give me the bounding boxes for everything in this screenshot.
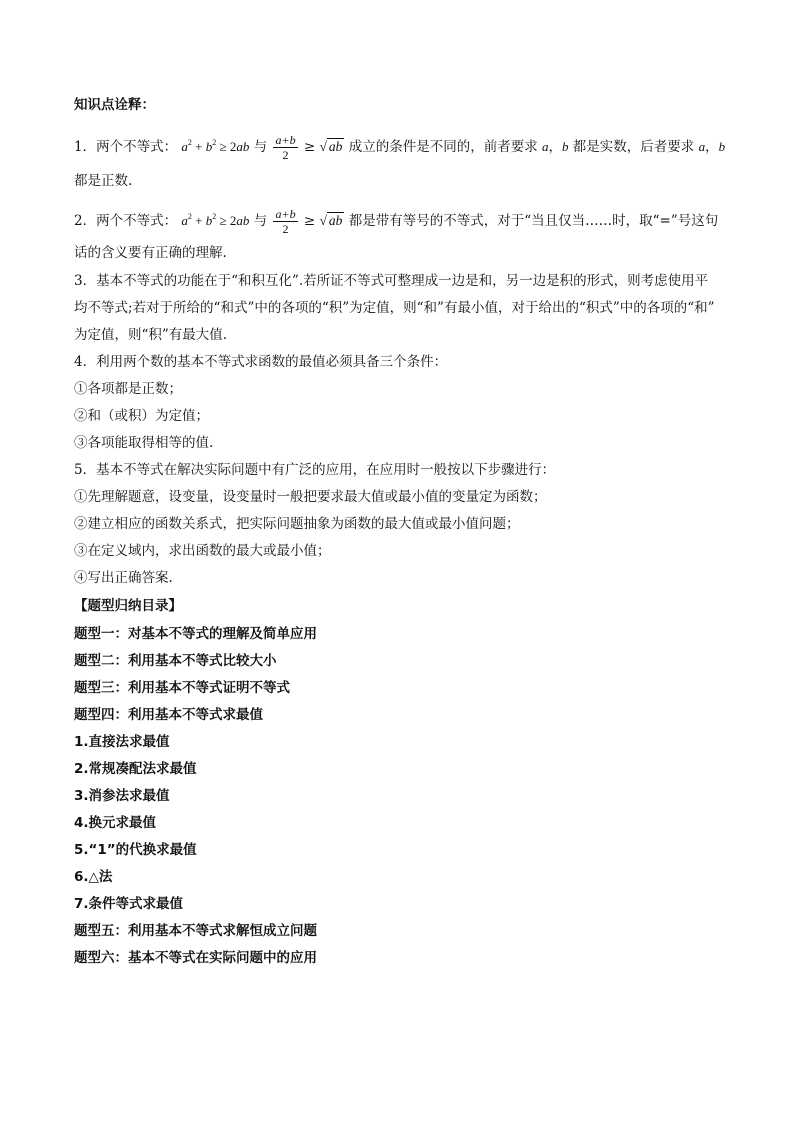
condition-item: ③各项能取得相等的值. <box>74 435 214 451</box>
toc-item: 题型六：基本不等式在实际问题中的应用 <box>74 950 317 966</box>
paragraph-1-line-1: 1．两个不等式： $a^2 + b^2 \ge 2ab$ 与 $\frac{a+b}{2}$ ≥ √ ab 成立的条件是不同的，前者要求 a，b 都是实数，后者要求 a，b <box>74 133 726 162</box>
paragraph-3-line-2: 均不等式;若对于所给的“和式”中的各项的“积”为定值，则“和”有最小值，对于给出的“积式”中的各项的“和” <box>74 300 715 316</box>
toc-item: 6.△法 <box>74 869 113 885</box>
inequality-a2b2: $a^2 + b^2 \ge 2ab$ <box>181 138 250 154</box>
toc-item: 1.直接法求最值 <box>74 734 170 750</box>
paragraph-3-line-3: 为定值，则“积”有最大值. <box>74 327 228 343</box>
toc-title: 【题型归纳目录】 <box>74 598 182 614</box>
toc-item: 5.“1”的代换求最值 <box>74 842 197 858</box>
toc-item: 2.常规凑配法求最值 <box>74 761 197 777</box>
sqrt-ab: √ ab <box>319 139 343 154</box>
toc-item: 7.条件等式求最值 <box>74 896 184 912</box>
step-item: ②建立相应的函数关系式，把实际问题抽象为函数的最大值或最小值问题； <box>74 516 520 532</box>
toc-item: 3.消参法求最值 <box>74 788 170 804</box>
paragraph-5-title: 5．基本不等式在解决实际问题中有广泛的应用，在应用时一般按以下步骤进行： <box>74 462 556 478</box>
step-item: ④写出正确答案. <box>74 570 173 586</box>
paragraph-4-title: 4．利用两个数的基本不等式求函数的最值必须具备三个条件： <box>74 354 448 370</box>
inequality-a2b2: $a^2 + b^2 \ge 2ab$ <box>181 212 250 228</box>
fraction-a-plus-b-over-2: $\frac{a+b}{2}$ <box>275 133 296 162</box>
toc-item: 题型四：利用基本不等式求最值 <box>74 707 263 723</box>
paragraph-2-line-2: 话的含义要有正确的理解. <box>74 245 227 261</box>
step-item: ①先理解题意，设变量，设变量时一般把要求最大值或最小值的变量定为函数； <box>74 489 547 505</box>
condition-item: ①各项都是正数； <box>74 381 182 397</box>
sqrt-ab: √ ab <box>319 213 343 228</box>
condition-item: ②和（或积）为定值； <box>74 408 209 424</box>
toc-item: 题型三：利用基本不等式证明不等式 <box>74 680 290 696</box>
toc-item: 题型一：对基本不等式的理解及简单应用 <box>74 626 317 642</box>
toc-item: 题型五：利用基本不等式求解恒成立问题 <box>74 923 317 939</box>
paragraph-3-line-1: 3．基本不等式的功能在于“和积互化”.若所证不等式可整理成一边是和，另一边是积的形式，则考虑使用平 <box>74 273 709 289</box>
paragraph-1-line-2: 都是正数. <box>74 173 133 189</box>
section-heading: 知识点诠释： <box>74 97 155 113</box>
paragraph-2-line-1: 2．两个不等式： $a^2 + b^2 \ge 2ab$ 与 $\frac{a+b}{2}$ ≥ √ ab 都是带有等号的不等式，对于“当且仅当……时，取“=”号这句 <box>74 207 719 236</box>
toc-item: 题型二：利用基本不等式比较大小 <box>74 653 277 669</box>
fraction-a-plus-b-over-2: $\frac{a+b}{2}$ <box>275 207 296 236</box>
toc-item: 4.换元求最值 <box>74 815 157 831</box>
step-item: ③在定义域内，求出函数的最大或最小值； <box>74 543 331 559</box>
